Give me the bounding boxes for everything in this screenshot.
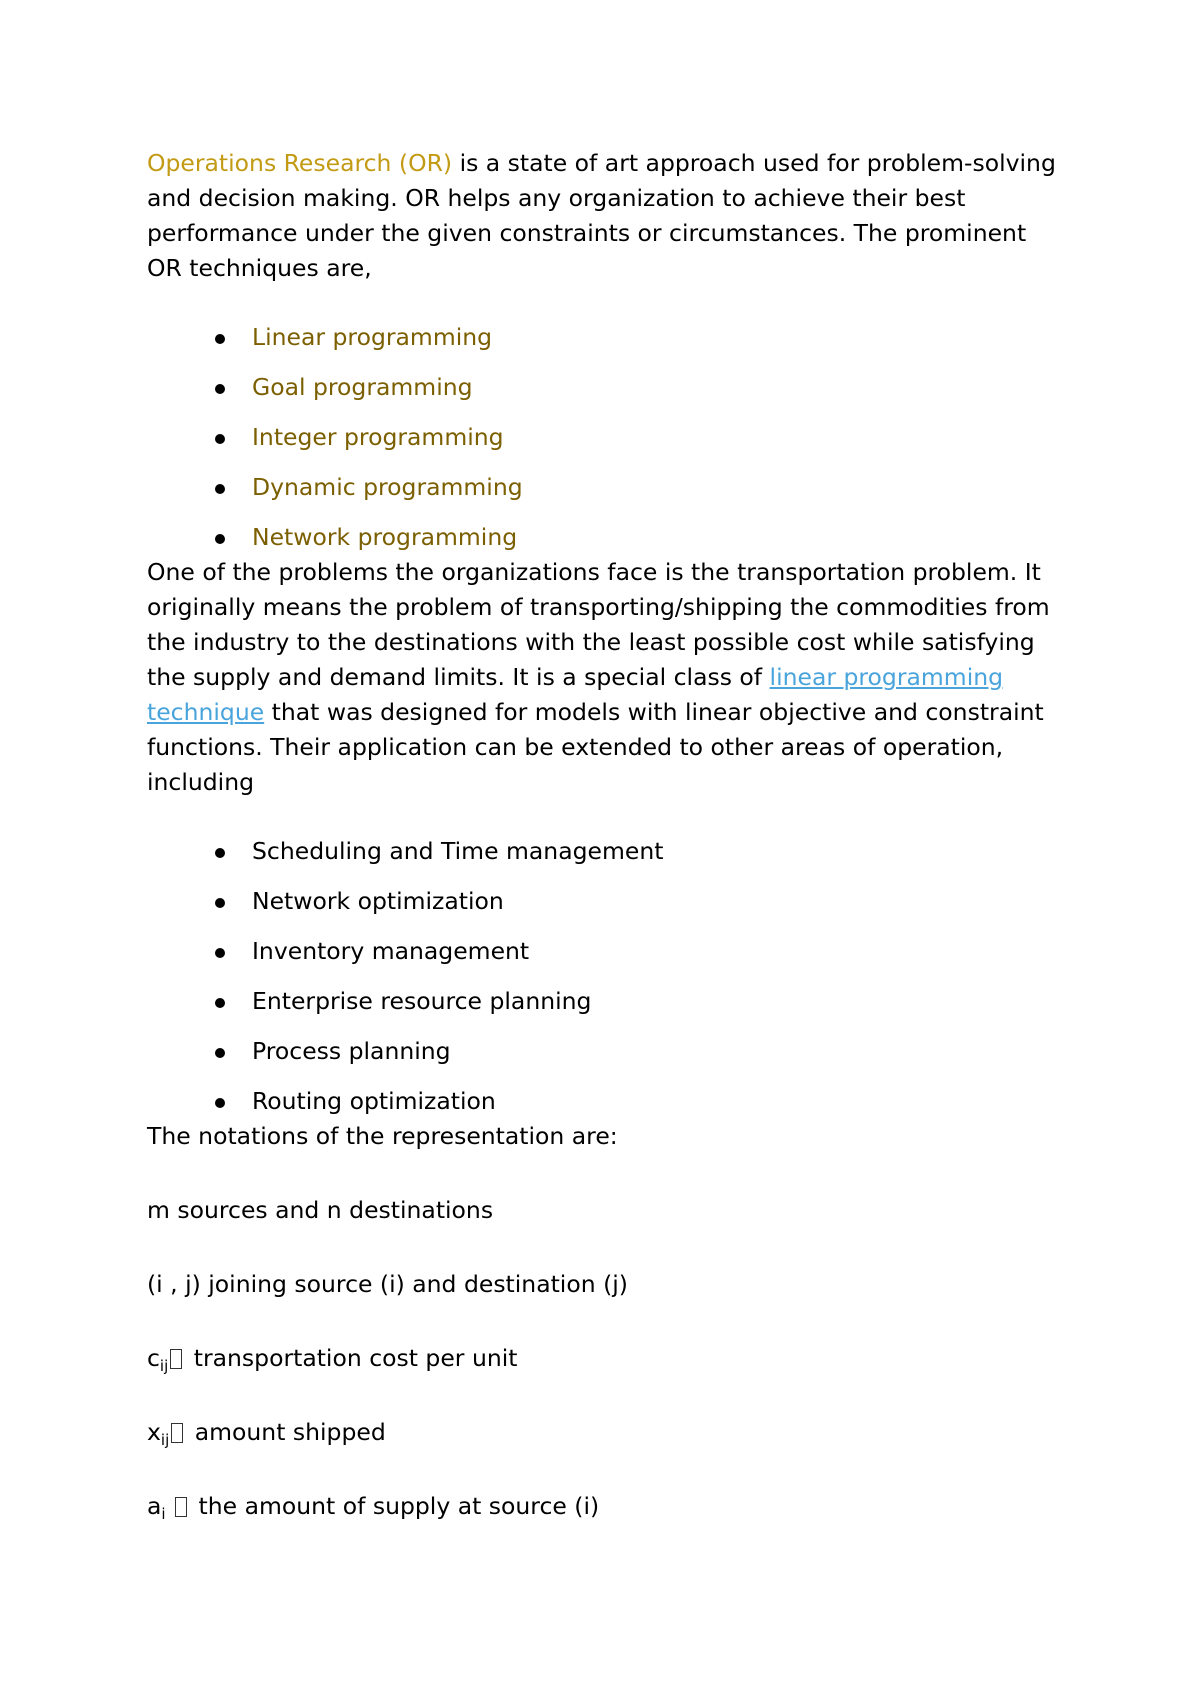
notation-cost: $c_{ij}$ transportation cost per unit (147, 1344, 518, 1375)
notations-heading: The notations of the representation are: (147, 1122, 618, 1150)
list-item: Process planning (147, 1034, 1067, 1084)
applications-list (147, 834, 1067, 1119)
missing-glyph-icon (171, 1423, 183, 1443)
list-item: Routing optimization (147, 1084, 1067, 1119)
notation-supply: $a_i$ the amount of supply at source (i) (147, 1492, 600, 1523)
bullet-icon (215, 998, 225, 1008)
bullet-icon (215, 1048, 225, 1058)
bullet-icon (215, 534, 225, 544)
list-item: Linear programming (147, 320, 1067, 370)
missing-glyph-icon (170, 1349, 182, 1369)
notation-amount: $x_{ij}$ amount shipped (147, 1418, 386, 1449)
list-item: Network optimization (147, 884, 1067, 934)
missing-glyph-icon (175, 1497, 187, 1517)
bullet-icon (215, 1098, 225, 1108)
linear-programming-link[interactable]: linear programming technique (147, 663, 1004, 726)
list-item: Dynamic programming (147, 470, 1067, 520)
bullet-icon (215, 848, 225, 858)
intro-paragraph (147, 146, 1067, 286)
bullet-icon (215, 384, 225, 394)
list-item: Network programming (147, 520, 1067, 555)
bullet-icon (215, 484, 225, 494)
notation-pair: (i , j) joining source (i) and destination (j) (147, 1270, 628, 1298)
intro-text: is a state of art approach used for problem-solving and decision making. OR helps any organization to achieve their best performance under the given constraints or circumstances. The prominent OR techniques are, (147, 149, 1056, 282)
list-item: Enterprise resource planning (147, 984, 1067, 1034)
bullet-icon (215, 898, 225, 908)
list-item: Scheduling and Time management (147, 834, 1067, 884)
bullet-icon (215, 434, 225, 444)
notation-sources: m sources and n destinations (147, 1196, 494, 1224)
bullet-icon (215, 334, 225, 344)
transport-paragraph: One of the problems the organizations face is the transportation problem. It originally means the problem of transporting/shipping the commodities from the industry to the destinations with the least possible cost while satisfying the supply and demand limits. It is a special class of linear programming technique that was designed for models with linear objective and constraint functions. Their application can be extended to other areas of operation, including (147, 558, 1050, 796)
list-item: Goal programming (147, 370, 1067, 420)
or-highlight: Operations Research (OR) (147, 149, 453, 177)
list-item: Inventory management (147, 934, 1067, 984)
bullet-icon (215, 948, 225, 958)
list-item: Integer programming (147, 420, 1067, 470)
document-body (147, 146, 1067, 1524)
techniques-list (147, 320, 1067, 555)
